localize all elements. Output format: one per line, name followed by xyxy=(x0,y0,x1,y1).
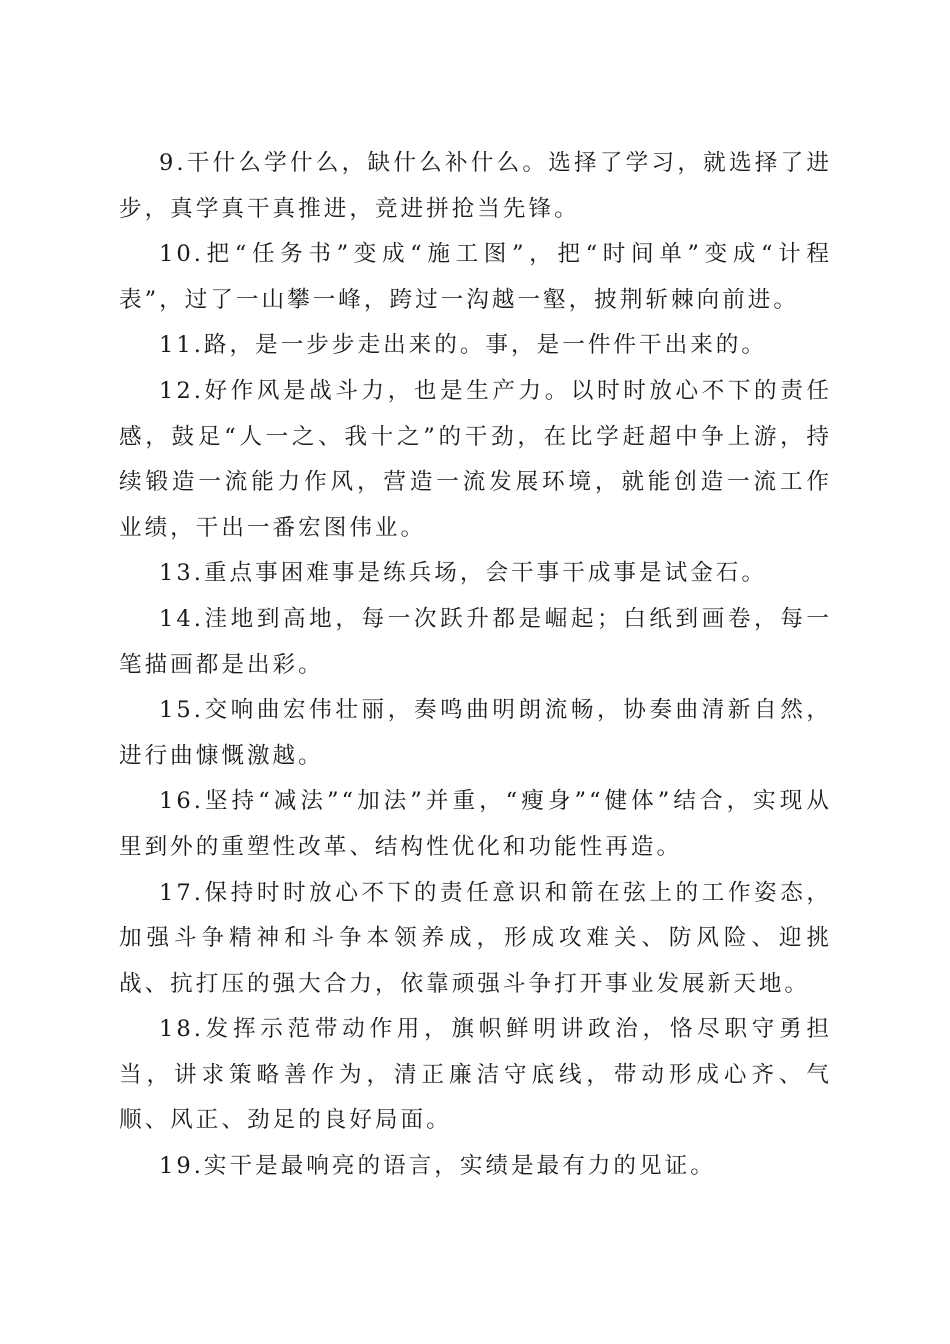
paragraph-10: 10.把“任务书”变成“施工图”，把“时间单”变成“计程表”，过了一山攀一峰，跨过一沟越一壑，披荆斩棘向前进。 xyxy=(119,241,832,313)
paragraph-18: 18.发挥示范带动作用，旗帜鲜明讲政治，恪尽职守勇担当，讲求策略善作为，清正廉洁守底线，带动形成心齐、气顺、风正、劲足的良好局面。 xyxy=(119,1016,832,1134)
document-body xyxy=(119,141,832,1190)
paragraph-14: 14.洼地到高地，每一次跃升都是崛起；白纸到画卷，每一笔描画都是出彩。 xyxy=(119,605,832,678)
paragraph-12: 12.好作风是战斗力，也是生产力。以时时放心不下的责任感，鼓足“人一之、我十之”的干劲，在比学赶超中争上游，持续锻造一流能力作风，营造一流发展环境，就能创造一流工作业绩，干出一番宏图伟业。 xyxy=(119,377,832,541)
paragraph-19: 19.实干是最响亮的语言，实绩是最有力的见证。 xyxy=(159,1153,716,1180)
paragraph-11: 11.路，是一步步走出来的。事，是一件件干出来的。 xyxy=(159,332,767,359)
paragraph-16: 16.坚持“减法”“加法”并重，“瘦身”“健体”结合，实现从里到外的重塑性改革、结构性优化和功能性再造。 xyxy=(119,788,832,860)
paragraph-13: 13.重点事困难事是练兵场，会干事干成事是试金石。 xyxy=(159,560,767,587)
paragraph-17: 17.保持时时放心不下的责任意识和箭在弦上的工作姿态，加强斗争精神和斗争本领养成，形成攻难关、防风险、迎挑战、抗打压的强大合力，依靠顽强斗争打开事业发展新天地。 xyxy=(119,879,832,997)
paragraph-15: 15.交响曲宏伟壮丽，奏鸣曲明朗流畅，协奏曲清新自然，进行曲慷慨激越。 xyxy=(119,697,832,769)
paragraph-9: 9.干什么学什么，缺什么补什么。选择了学习，就选择了进步，真学真干真推进，竞进拼抢当先锋。 xyxy=(119,150,832,222)
